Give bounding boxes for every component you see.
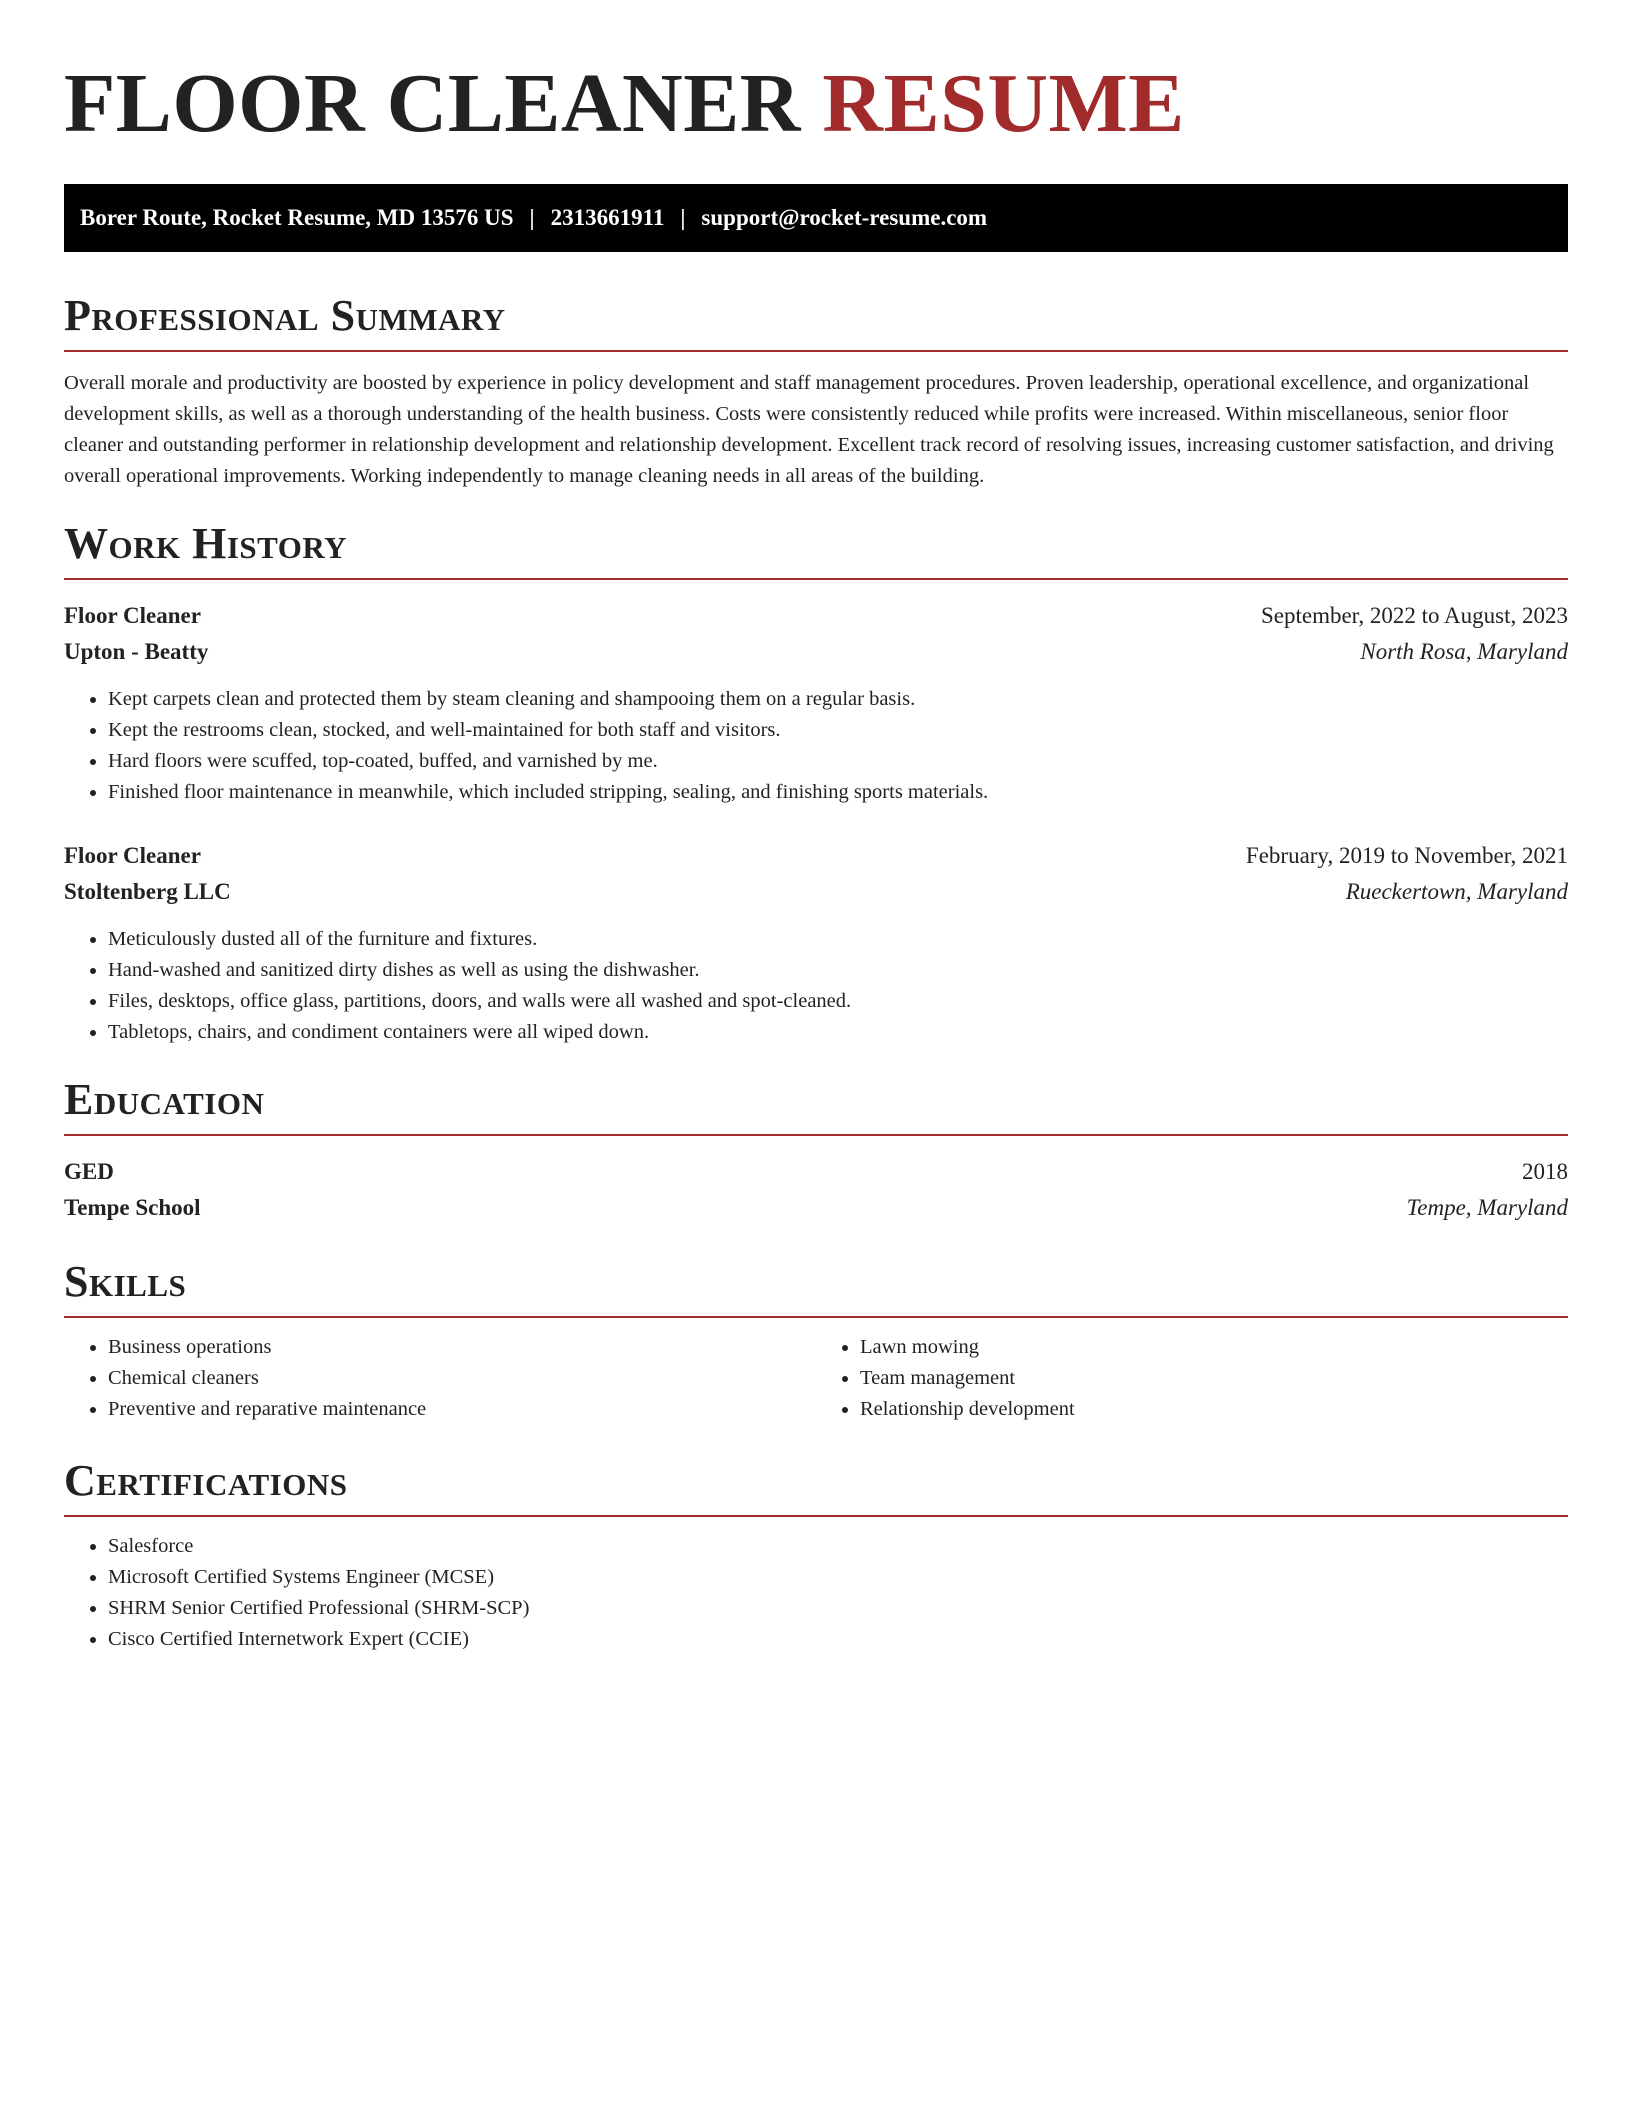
summary-text: Overall morale and productivity are boosted by experience in policy development and staff management procedures. Proven leadership, operational excellence, and organizational development skills, as well as a thorough understanding of the health business. Costs were consistently reduced while profits were increased. Within miscellaneous, senior floor cleaner and outstanding performer in relationship development and relationship development. Excellent track record of resolving issues, increasing customer satisfaction, and driving overall operational improvements. Working independently to manage cleaning needs in all areas of the building. [64, 372, 1554, 487]
list-item: • Kept the restrooms clean, stocked, and well-maintained for both staff and visitors. [108, 715, 1568, 746]
list-item: • Tabletops, chairs, and condiment containers were all wiped down. [108, 1017, 1568, 1048]
job-entry [64, 598, 1568, 808]
contact-phone: 2313661911 [550, 205, 665, 230]
contact-email: support@rocket-resume.com [701, 205, 988, 230]
job-company-row [64, 634, 1568, 670]
skills-heading: Skills [64, 1257, 187, 1306]
contact-separator: | [529, 205, 535, 230]
certifications-heading: Certifications [64, 1456, 348, 1505]
contact-address: Borer Route, Rocket Resume, MD 13576 US [80, 205, 514, 230]
contact-bar [64, 184, 1568, 252]
list-item: • Meticulously dusted all of the furniture and fixtures. [108, 924, 1568, 955]
job-location: North Rosa, Maryland [1360, 639, 1568, 664]
education-entry [64, 1154, 1568, 1226]
list-item: • Kept carpets clean and protected them by steam cleaning and shampooing them on a regular basis. [108, 684, 1568, 715]
job-company: Stoltenberg LLC [64, 879, 231, 904]
certifications-section [64, 1455, 1568, 1655]
list-item: • Hard floors were scuffed, top-coated, buffed, and varnished by me. [108, 746, 1568, 777]
job-title: Floor Cleaner [64, 603, 201, 628]
list-item: • Finished floor maintenance in meanwhile, which included stripping, sealing, and finishing sports materials. [108, 777, 1568, 808]
summary-heading: Professional Summary [64, 291, 506, 340]
job-location: Rueckertown, Maryland [1345, 879, 1568, 904]
list-item: • Team management [860, 1363, 1568, 1394]
job-header-row [64, 598, 1568, 634]
skills-list-right [816, 1332, 1568, 1425]
work-history-section [64, 518, 1568, 1048]
list-item: • Files, desktops, office glass, partitions, doors, and walls were all washed and spot-cleaned. [108, 986, 1568, 1017]
title-accent: RESUME [822, 57, 1185, 150]
job-entry [64, 838, 1568, 1048]
education-heading: Education [64, 1075, 265, 1124]
job-company: Upton - Beatty [64, 639, 209, 664]
list-item: • Chemical cleaners [108, 1363, 816, 1394]
education-school: Tempe School [64, 1195, 201, 1220]
resume-title [64, 0, 1568, 152]
list-item: • Hand-washed and sanitized dirty dishes as well as using the dishwasher. [108, 955, 1568, 986]
section-divider [64, 578, 1568, 580]
work-history-heading: Work History [64, 519, 348, 568]
job-bullets [64, 924, 1568, 1048]
list-item: • Microsoft Certified Systems Engineer (MCSE) [108, 1562, 1568, 1593]
section-divider [64, 1134, 1568, 1136]
education-header-row [64, 1154, 1568, 1190]
list-item: • Business operations [108, 1332, 816, 1363]
list-item: • Salesforce [108, 1531, 1568, 1562]
section-divider [64, 350, 1568, 352]
skills-list-left [64, 1332, 816, 1425]
summary-section [64, 290, 1568, 492]
skills-section [64, 1256, 1568, 1425]
list-item: • Relationship development [860, 1394, 1568, 1425]
education-school-row [64, 1190, 1568, 1226]
education-degree: GED [64, 1159, 114, 1184]
job-header-row [64, 838, 1568, 874]
section-divider [64, 1515, 1568, 1517]
education-section [64, 1074, 1568, 1226]
certifications-list [64, 1531, 1568, 1655]
skills-grid [64, 1332, 1568, 1425]
job-bullets [64, 684, 1568, 808]
list-item: • SHRM Senior Certified Professional (SHRM-SCP) [108, 1593, 1568, 1624]
section-divider [64, 1316, 1568, 1318]
list-item: • Cisco Certified Internetwork Expert (CCIE) [108, 1624, 1568, 1655]
job-title: Floor Cleaner [64, 843, 201, 868]
title-main: FLOOR CLEANER [64, 57, 801, 150]
job-company-row [64, 874, 1568, 910]
education-year: 2018 [1522, 1159, 1568, 1184]
job-dates: February, 2019 to November, 2021 [1245, 843, 1568, 868]
education-location: Tempe, Maryland [1406, 1195, 1568, 1220]
list-item: • Preventive and reparative maintenance [108, 1394, 816, 1425]
job-dates: September, 2022 to August, 2023 [1260, 603, 1568, 628]
list-item: • Lawn mowing [860, 1332, 1568, 1363]
contact-separator: | [680, 205, 686, 230]
